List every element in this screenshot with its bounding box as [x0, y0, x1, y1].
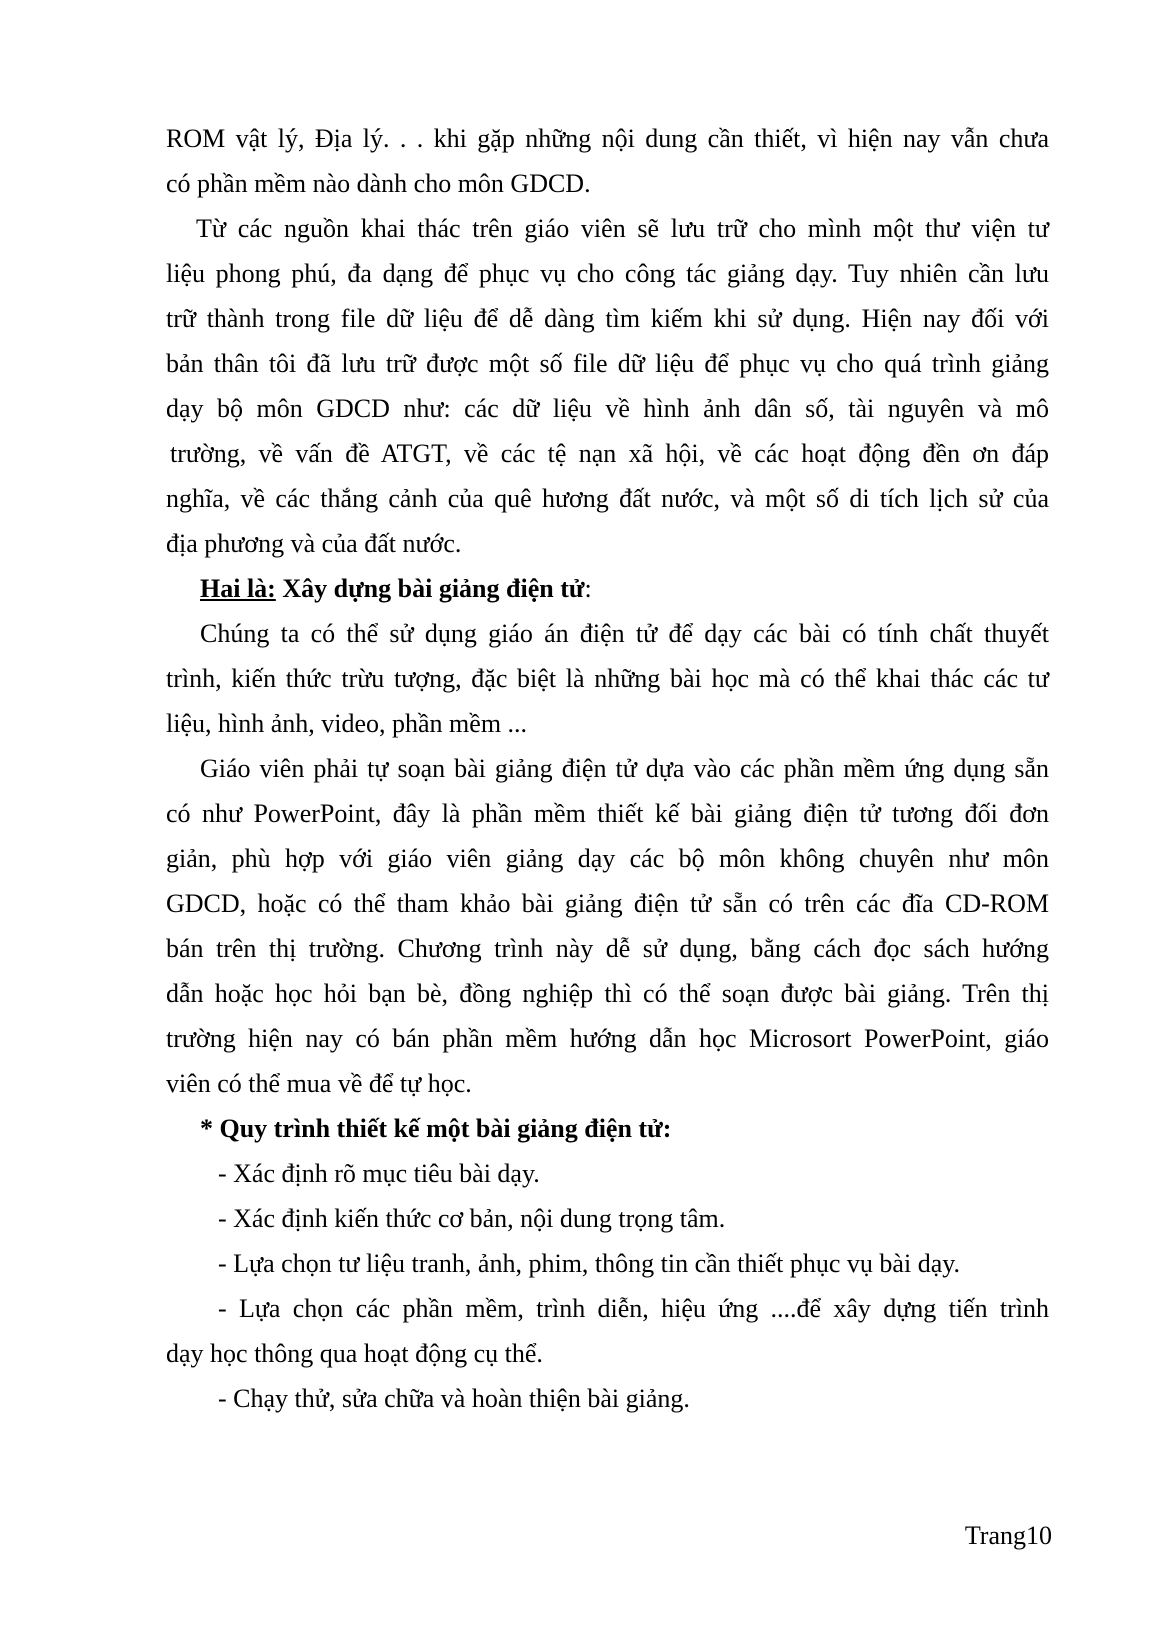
section-heading-title: Xây dựng bài giảng điện tử [275, 574, 585, 603]
step-item-1: - Xác định rõ mục tiêu bài dạy. [218, 1159, 540, 1188]
paragraph-4-line-5: bán trên thị trường. Chương trình này dễ sử dụng, bằng cách đọc sách hướng [166, 934, 1049, 963]
paragraph-2-line-1: Từ các nguồn khai thác trên giáo viên sẽ lưu trữ cho mình một thư viện tư [196, 214, 1049, 243]
paragraph-2-line-6: trường, về vấn đề ATGT, về các tệ nạn xã hội, về các hoạt động đền ơn đáp [170, 439, 1049, 468]
section-heading [200, 572, 1049, 606]
step-item-4-line-2: dạy học thông qua hoạt động cụ thể. [166, 1339, 543, 1368]
paragraph-3-line-3: liệu, hình ảnh, video, phần mềm ... [166, 709, 528, 738]
page-number: Trang10 [964, 1521, 1052, 1550]
process-heading: * Quy trình thiết kế một bài giảng điện tử: [200, 1114, 672, 1143]
paragraph-4-line-4: GDCD, hoặc có thể tham khảo bài giảng điện tử sẵn có trên các đĩa CD-ROM [166, 889, 1049, 918]
paragraph-4-line-7: trường hiện nay có bán phần mềm hướng dẫn học Microsort PowerPoint, giáo [166, 1024, 1049, 1053]
paragraph-4-line-6: dẫn hoặc học hỏi bạn bè, đồng nghiệp thì có thể soạn được bài giảng. Trên thị [166, 979, 1049, 1008]
step-item-3: - Lựa chọn tư liệu tranh, ảnh, phim, thông tin cần thiết phục vụ bài dạy. [218, 1249, 961, 1278]
paragraph-4-line-3: giản, phù hợp với giáo viên giảng dạy các bộ môn không chuyên như môn [166, 844, 1049, 873]
section-heading-colon: : [584, 574, 592, 603]
paragraph-2-line-3: trữ thành trong file dữ liệu để dễ dàng tìm kiếm khi sử dụng. Hiện nay đối với [166, 304, 1049, 333]
paragraph-4-line-1: Giáo viên phải tự soạn bài giảng điện tử dựa vào các phần mềm ứng dụng sẵn [200, 754, 1049, 783]
paragraph-2-line-2: liệu phong phú, đa dạng để phục vụ cho công tác giảng dạy. Tuy nhiên cần lưu [166, 259, 1049, 288]
paragraph-3-line-1: Chúng ta có thể sử dụng giáo án điện tử để dạy các bài có tính chất thuyết [200, 619, 1049, 648]
paragraph-3-line-2: trình, kiến thức trừu tượng, đặc biệt là những bài học mà có thể khai thác các tư [166, 664, 1049, 693]
paragraph-1-line-2: có phần mềm nào dành cho môn GDCD. [166, 169, 591, 198]
paragraph-4-line-8: viên có thể mua về để tự học. [166, 1069, 472, 1098]
step-item-2: - Xác định kiến thức cơ bản, nội dung trọng tâm. [218, 1204, 726, 1233]
step-item-4-line-1: - Lựa chọn các phần mềm, trình diễn, hiệu ứng ....để xây dựng tiến trình [218, 1294, 1049, 1323]
paragraph-2-line-4: bản thân tôi đã lưu trữ được một số file dữ liệu để phục vụ cho quá trình giảng [166, 349, 1049, 378]
paragraph-1-line-1: ROM vật lý, Địa lý. . . khi gặp những nội dung cần thiết, vì hiện nay vẫn chưa [166, 124, 1049, 153]
step-item-5: - Chạy thử, sửa chữa và hoàn thiện bài giảng. [218, 1384, 690, 1413]
section-heading-label: Hai là: [200, 574, 276, 603]
paragraph-2-line-7: nghĩa, về các thắng cảnh của quê hương đất nước, và một số di tích lịch sử của [166, 484, 1049, 513]
paragraph-4-line-2: có như PowerPoint, đây là phần mềm thiết kế bài giảng điện tử tương đối đơn [166, 799, 1049, 828]
paragraph-2-line-8: địa phương và của đất nước. [166, 529, 462, 558]
paragraph-2-line-5: dạy bộ môn GDCD như: các dữ liệu về hình ảnh dân số, tài nguyên và mô [166, 394, 1049, 423]
